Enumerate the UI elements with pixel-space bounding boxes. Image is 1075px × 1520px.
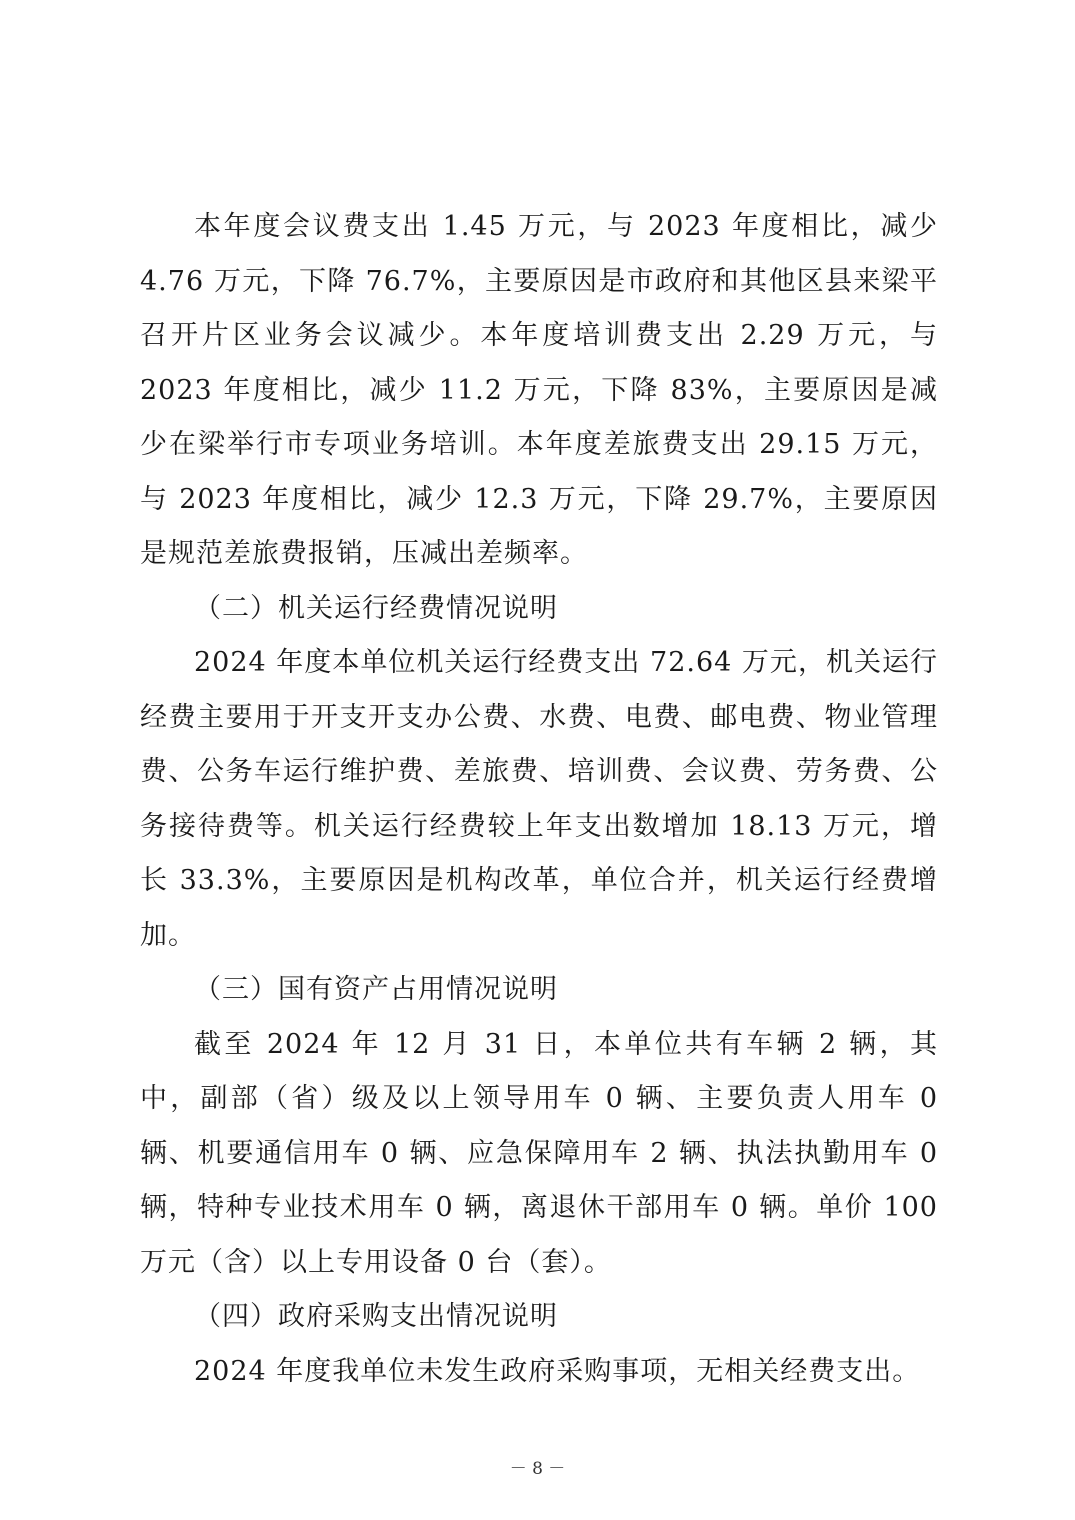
section-heading-operating-costs: （二）机关运行经费情况说明	[194, 592, 558, 624]
section-heading-procurement: （四）政府采购支出情况说明	[194, 1301, 558, 1332]
page-number: － 8 －	[509, 1459, 566, 1479]
document-body	[140, 200, 938, 1399]
section-heading-state-assets: （三）国有资产占用情况说明	[194, 974, 558, 1005]
paragraph-expenses-summary: 本年度会议费支出 1.45 万元，与 2023 年度相比，减少 4.76 万元，下降 76.7%，主要原因是市政府和其他区县来梁平召开片区业务会议减少。本年度培训费支出 2.29 万元，与 2023 年度相比，减少 11.2 万元，下降 83%，主要原因是减少在梁举行市专项业务培训。本年度差旅费支出 29.15 万元，与 2023 年度相比，减少 12.3 万元，下降 29.7%，主要原因是规范差旅费报销，压减出差频率。	[140, 211, 938, 569]
paragraph-procurement: 2024 年度我单位未发生政府采购事项，无相关经费支出。	[194, 1355, 921, 1387]
paragraph-operating-costs: 2024 年度本单位机关运行经费支出 72.64 万元，机关运行经费主要用于开支开支办公费、水费、电费、邮电费、物业管理费、公务车运行维护费、差旅费、培训费、会议费、劳务费、公务接待费等。机关运行经费较上年支出数增加 18.13 万元，增长 33.3%，主要原因是机构改革，单位合并，机关运行经费增加。	[140, 647, 938, 951]
paragraph-state-assets: 截至 2024 年 12 月 31 日，本单位共有车辆 2 辆，其中，副部（省）级及以上领导用车 0 辆、主要负责人用车 0 辆、机要通信用车 0 辆、应急保障用车 2 辆、执法执勤用车 0 辆，特种专业技术用车 0 辆，离退休干部用车 0 辆。单价 100 万元（含）以上专用设备 0 台（套）。	[140, 1028, 938, 1278]
